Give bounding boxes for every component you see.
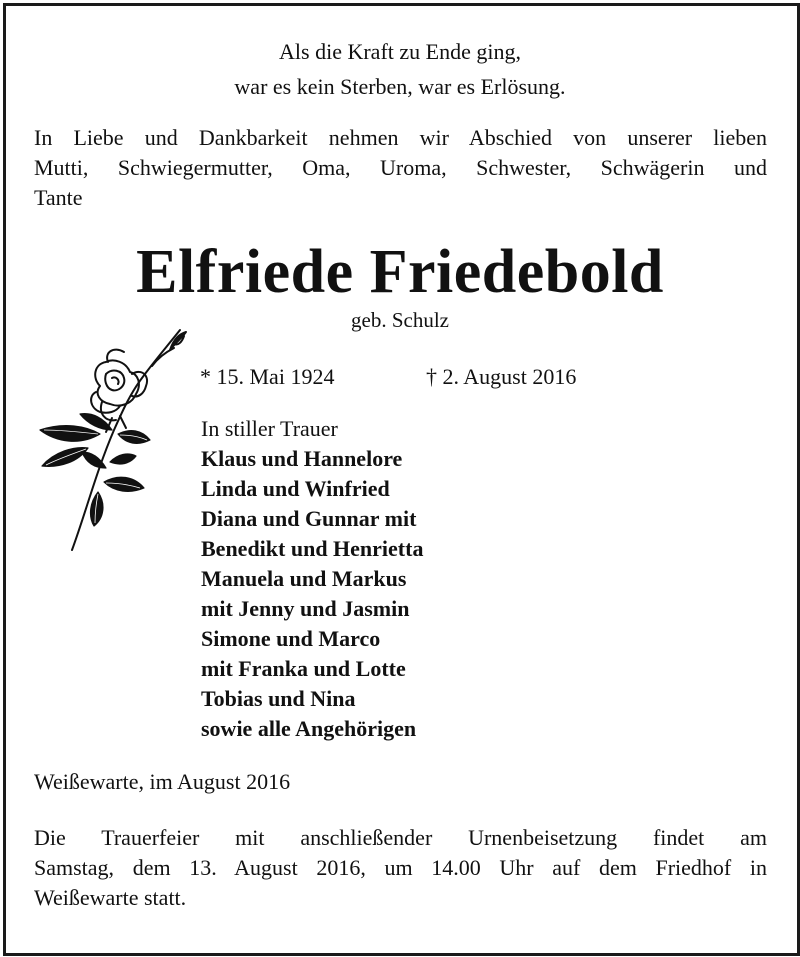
place-and-date: Weißewarte, im August 2016	[34, 769, 291, 794]
intro-paragraph	[34, 123, 767, 213]
death-date: † 2. August 2016	[426, 364, 577, 389]
mourner-line: Simone und Marco	[201, 626, 381, 651]
quote-line-2: war es kein Sterben, war es Erlösung.	[234, 74, 566, 99]
intro-line-3: Tante	[34, 185, 83, 210]
ceremony-line-2: Samstag, dem 13. August 2016, um 14.00 Uhr auf dem Friedhof in	[34, 855, 767, 880]
mourners-list	[201, 414, 423, 744]
ceremony-line-1: Die Trauerfeier mit anschließender Urnenbeisetzung findet am	[34, 825, 767, 850]
mourner-line: Diana und Gunnar mit	[201, 506, 417, 531]
ceremony-line-3: Weißewarte statt.	[34, 885, 187, 910]
maiden-name: geb. Schulz	[351, 308, 449, 332]
mourner-line: Tobias und Nina	[201, 686, 356, 711]
mourner-line: Linda und Winfried	[201, 476, 390, 501]
mourner-line: mit Franka und Lotte	[201, 656, 406, 681]
intro-line-2: Mutti, Schwiegermutter, Oma, Uroma, Schwester, Schwägerin und	[34, 155, 767, 180]
mourner-line: mit Jenny und Jasmin	[201, 596, 410, 621]
birth-date: * 15. Mai 1924	[200, 364, 335, 389]
intro-line-1: In Liebe und Dankbarkeit nehmen wir Abschied von unserer lieben	[34, 125, 767, 150]
ceremony-paragraph	[34, 822, 767, 912]
mourner-line: Klaus und Hannelore	[201, 446, 403, 471]
mourners-intro: In stiller Trauer	[201, 416, 338, 441]
mourner-line: sowie alle Angehörigen	[201, 716, 417, 741]
rose-icon	[34, 322, 194, 554]
quote-line-1: Als die Kraft zu Ende ging,	[279, 39, 521, 64]
mourner-line: Manuela und Markus	[201, 566, 407, 591]
deceased-name: Elfriede Friedebold	[136, 238, 664, 306]
mourner-line: Benedikt und Henrietta	[201, 536, 424, 561]
